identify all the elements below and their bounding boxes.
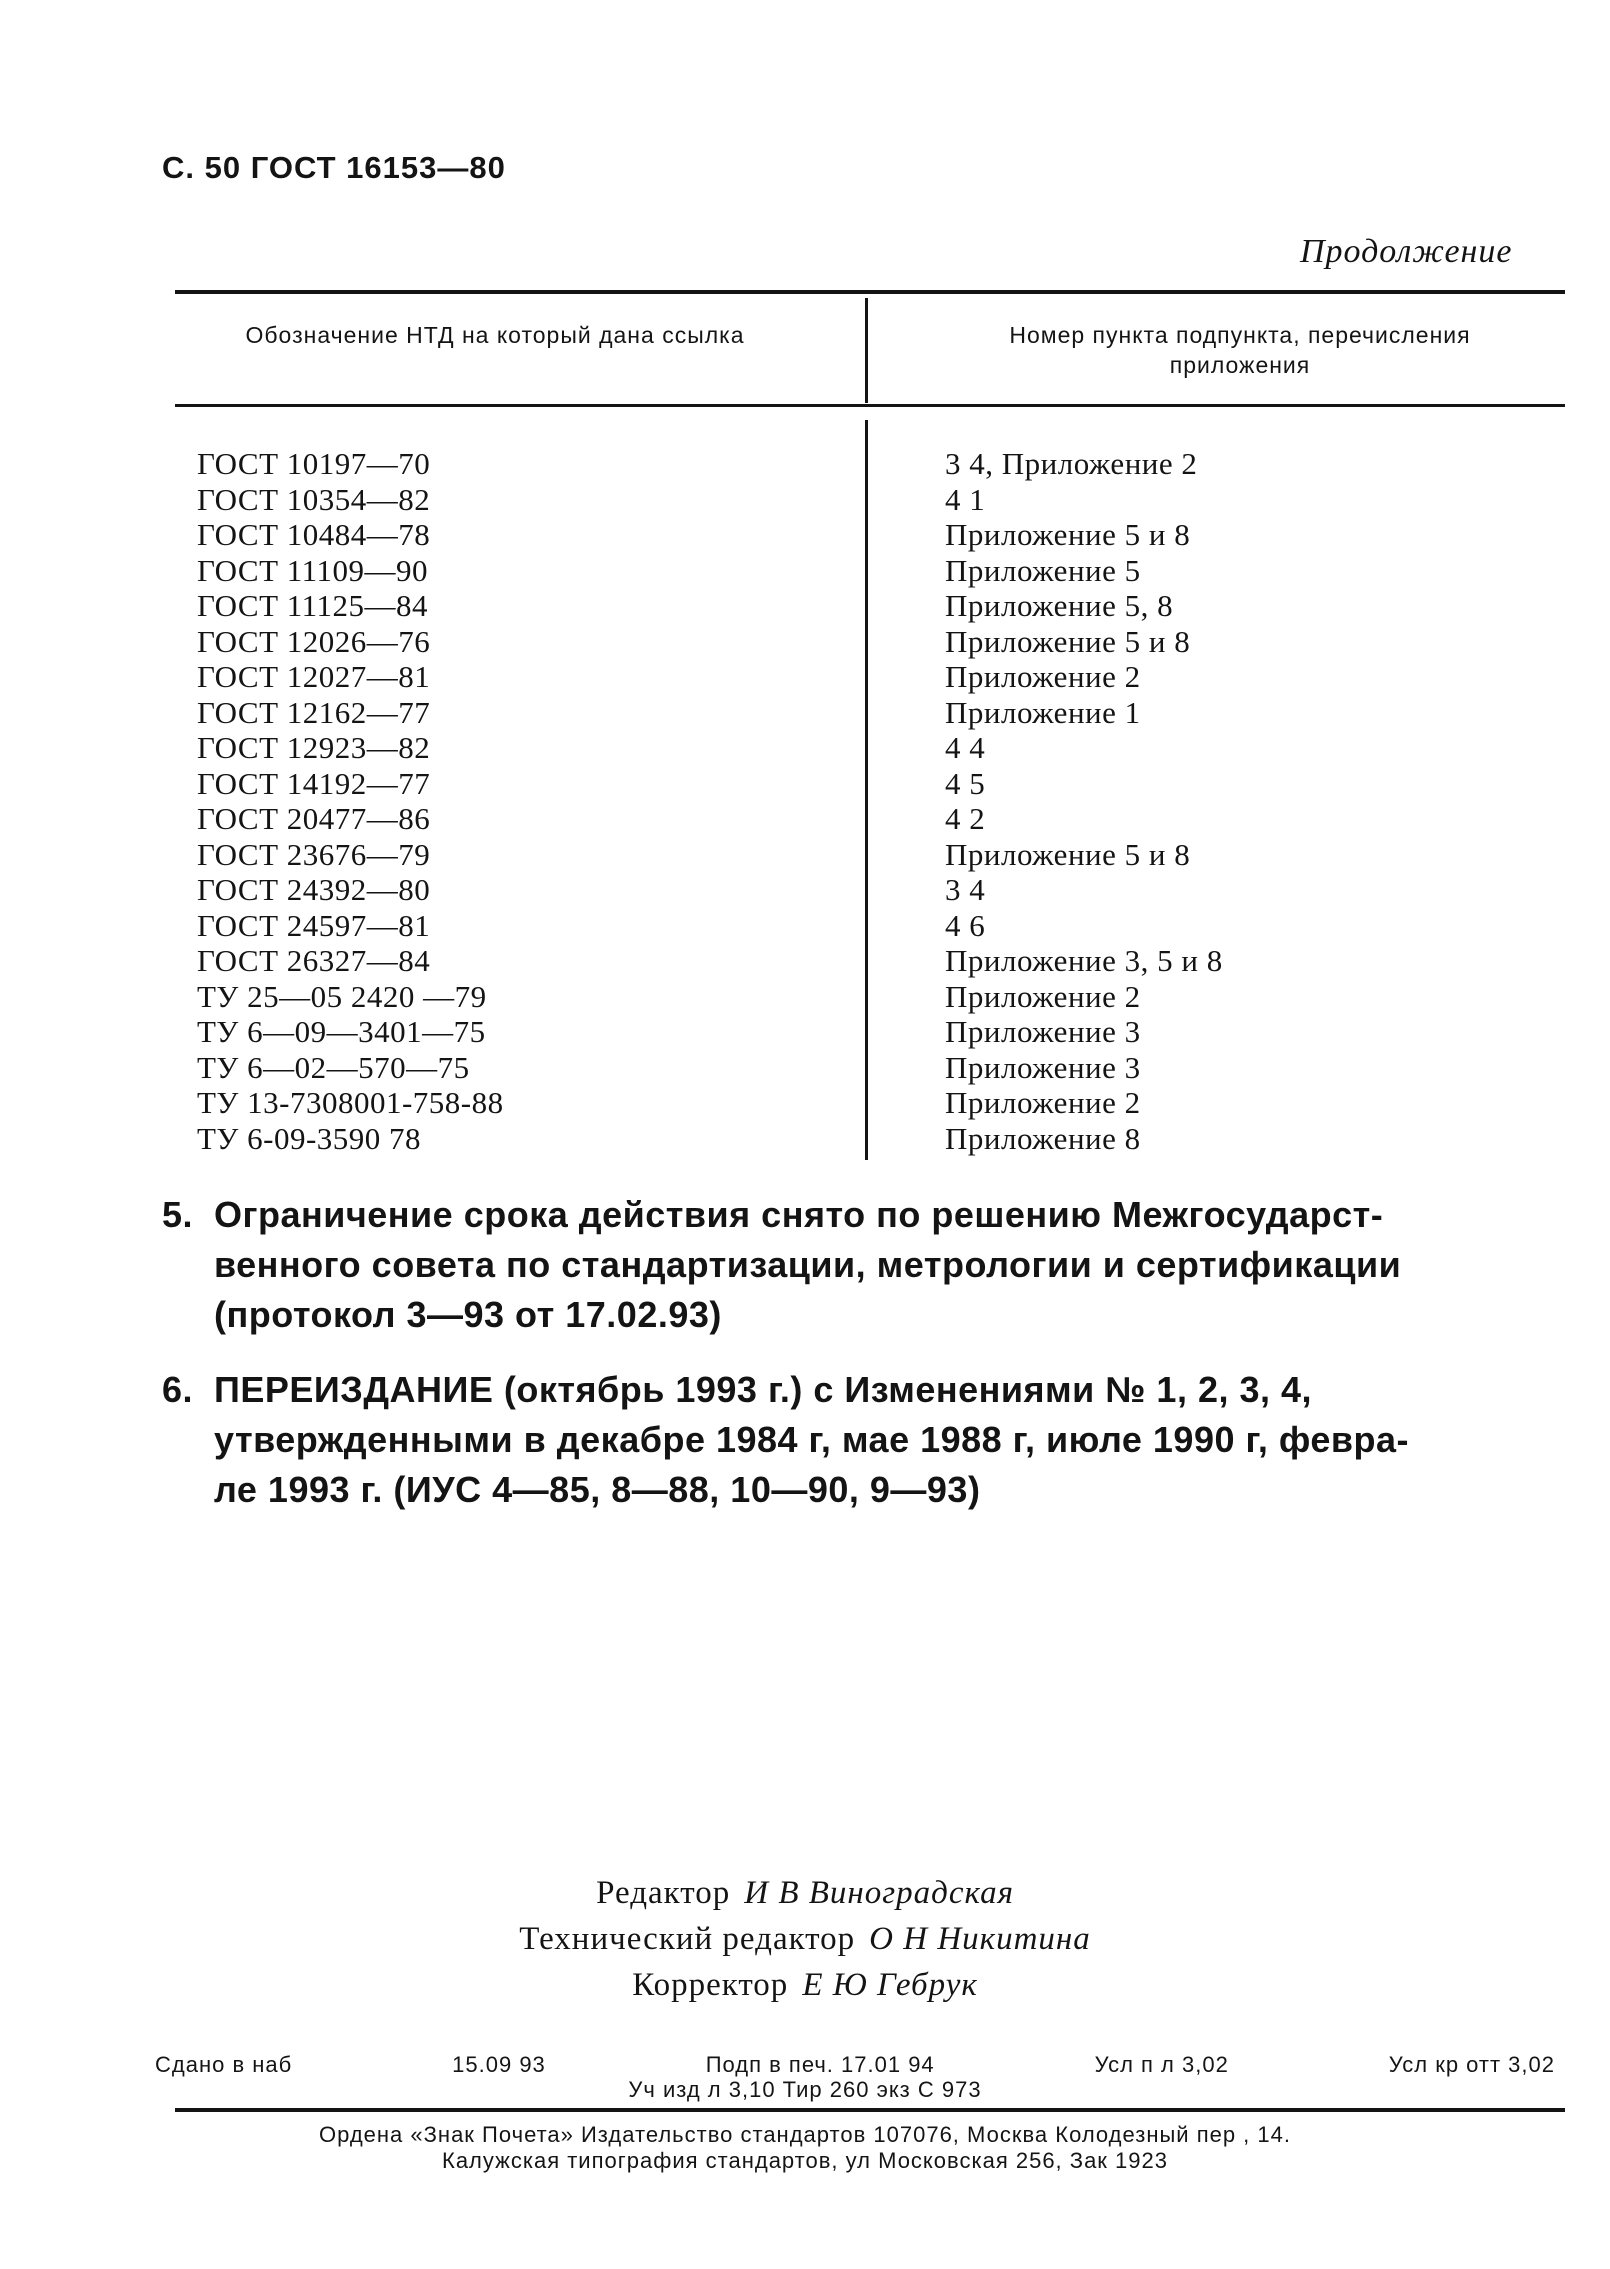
table-cell-reference: Приложение 8 (945, 1120, 1141, 1156)
table-cell-reference: Приложение 2 (945, 659, 1141, 694)
staff-technical-editor (0, 1916, 1610, 1962)
paragraph-line: ле 1993 г. (ИУС 4—85, 8—88, 10—90, 9—93) (214, 1469, 981, 1510)
paragraph-line: венного совета по стандартизации, метрологии и сертификации (214, 1244, 1402, 1285)
table-cell-reference: 4 5 (945, 765, 986, 801)
table-cell-reference: 4 6 (945, 907, 986, 943)
staff-proofreader (0, 1962, 1610, 2008)
staff-editor (0, 1870, 1610, 1916)
table-cell-ntd: ГОСТ 14192—77 (197, 765, 431, 801)
table-cell-ntd: ТУ 13-7308001-758-88 (197, 1085, 504, 1120)
table-body-divider (865, 420, 868, 1160)
table-cell-ntd: ГОСТ 24392—80 (197, 872, 431, 907)
table-cell-reference: 4 4 (945, 730, 986, 765)
imprint-item: Усл п л 3,02 (1094, 2052, 1229, 2077)
table-cell-ntd: ГОСТ 11125—84 (197, 588, 428, 623)
table-cell-reference: Приложение 2 (945, 978, 1141, 1014)
table-cell-ntd: ГОСТ 24597—81 (197, 907, 431, 943)
imprint-line-1 (155, 2052, 1555, 2078)
table-cell-ntd: ТУ 6-09-3590 78 (197, 1120, 422, 1156)
staff-name: О Н Никитина (869, 1921, 1091, 1957)
table-cell-reference: Приложение 5 и 8 (945, 836, 1191, 872)
staff-role: Технический редактор (519, 1921, 856, 1957)
table-cell-ntd: ГОСТ 20477—86 (197, 801, 431, 836)
table-cell-ntd: ГОСТ 26327—84 (197, 943, 431, 978)
paragraph-line: (протокол 3—93 от 17.02.93) (214, 1294, 722, 1335)
table-cell-reference: Приложение 3 (945, 1014, 1141, 1049)
paragraph-5 (162, 1190, 1562, 1340)
imprint-item: 15.09 93 (452, 2052, 546, 2077)
paragraph-6 (162, 1365, 1562, 1515)
paragraph-text: Ограничение срока действия снято по решению Межгосударст- (214, 1194, 1384, 1235)
imprint-line-4: Калужская типография стандартов, ул Московская 256, Зак 1923 (442, 2148, 1168, 2173)
page-header: С. 50 ГОСТ 16153—80 (162, 150, 506, 185)
table-cell-ntd: ГОСТ 10197—70 (197, 446, 431, 481)
paragraph-text: ПЕРЕИЗДАНИЕ (октябрь 1993 г.) с Изменениями № 1, 2, 3, 4, (214, 1369, 1313, 1410)
reference-column (945, 446, 1223, 1156)
table-cell-reference: 3 4 (945, 872, 986, 907)
table-cell-reference: Приложение 3, 5 и 8 (945, 943, 1223, 978)
table-header-reference: Номер пункта подпункта, перечисления приложения (1009, 322, 1471, 378)
staff-name: И В Виноградская (744, 1875, 1014, 1911)
table-cell-ntd: ГОСТ 11109—90 (197, 552, 428, 588)
table-cell-reference: 3 4, Приложение 2 (945, 446, 1198, 481)
table-cell-ntd: ГОСТ 10354—82 (197, 481, 431, 517)
table-cell-reference: Приложение 5 и 8 (945, 517, 1191, 552)
table-cell-ntd: ТУ 6—09—3401—75 (197, 1014, 486, 1049)
table-cell-ntd: ТУ 25—05 2420 —79 (197, 978, 487, 1014)
paragraph-number: 6. (162, 1369, 194, 1410)
table-cell-reference: Приложение 5 (945, 552, 1141, 588)
table-cell-ntd: ТУ 6—02—570—75 (197, 1049, 470, 1085)
staff-role: Корректор (632, 1967, 789, 2003)
table-cell-ntd: ГОСТ 23676—79 (197, 836, 431, 872)
table-cell-ntd: ГОСТ 10484—78 (197, 517, 431, 552)
table-cell-ntd: ГОСТ 12026—76 (197, 623, 431, 659)
paragraph-line (162, 1190, 1562, 1240)
imprint-line-2: Уч изд л 3,10 Тир 260 экз С 973 (628, 2077, 982, 2102)
table-cell-ntd: ГОСТ 12162—77 (197, 694, 431, 730)
table-header-rule (175, 404, 1565, 407)
imprint-rule (175, 2108, 1565, 2112)
paragraph-line (162, 1365, 1562, 1415)
paragraph-line: утвержденными в декабре 1984 г, мае 1988 г, июле 1990 г, февра- (214, 1419, 1410, 1460)
table-cell-reference: Приложение 3 (945, 1049, 1141, 1085)
table-header-ntd: Обозначение НТД на который дана ссылка (245, 322, 745, 348)
staff-role: Редактор (596, 1875, 731, 1911)
table-cell-reference: Приложение 1 (945, 694, 1141, 730)
imprint-line-3: Ордена «Знак Почета» Издательство стандартов 107076, Москва Колодезный пер , 14. (318, 2122, 1291, 2147)
ntd-column (197, 446, 504, 1156)
paragraph-number: 5. (162, 1194, 194, 1235)
table-cell-reference: 4 2 (945, 801, 986, 836)
imprint-item: Подп в печ. 17.01 94 (705, 2052, 935, 2077)
table-cell-reference: 4 1 (945, 481, 986, 517)
continuation-label: Продолжение (1300, 233, 1513, 270)
table-cell-reference: Приложение 2 (945, 1085, 1141, 1120)
table-top-rule (175, 290, 1565, 294)
staff-name: Е Ю Гебрук (802, 1967, 978, 2003)
table-cell-reference: Приложение 5, 8 (945, 588, 1174, 623)
table-header-divider (865, 298, 868, 403)
imprint-item: Усл кр отт 3,02 (1388, 2052, 1555, 2077)
table-cell-ntd: ГОСТ 12027—81 (197, 659, 431, 694)
imprint-item: Сдано в наб (155, 2052, 293, 2077)
table-cell-reference: Приложение 5 и 8 (945, 623, 1191, 659)
table-cell-ntd: ГОСТ 12923—82 (197, 730, 431, 765)
